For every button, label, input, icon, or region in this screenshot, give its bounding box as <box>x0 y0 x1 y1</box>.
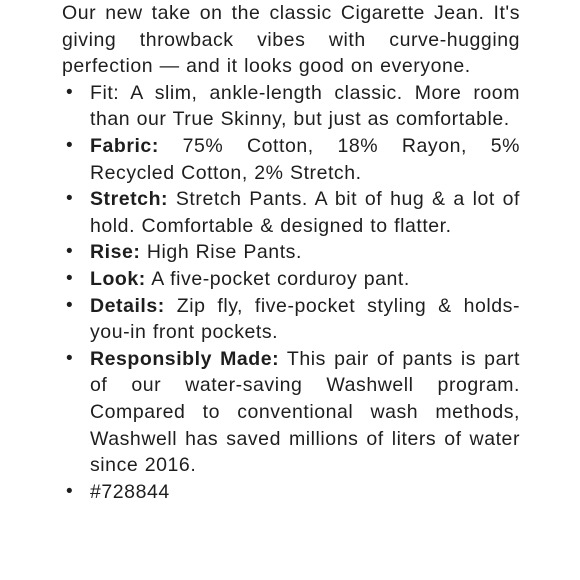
feature-text: Zip fly, five-pocket styling & holds-you-in front pockets. <box>90 294 520 344</box>
feature-text: High Rise Pants. <box>140 241 302 264</box>
feature-fit <box>62 80 520 133</box>
feature-label: Details: <box>90 294 165 317</box>
feature-style-number <box>62 479 520 506</box>
bullet-icon: • <box>66 480 74 502</box>
feature-stretch <box>62 186 520 239</box>
feature-label: Rise: <box>90 241 141 264</box>
feature-details <box>62 293 520 346</box>
feature-label: Responsibly Made: <box>90 347 280 370</box>
feature-text: #728844 <box>90 480 170 503</box>
bullet-icon: • <box>66 188 74 210</box>
feature-responsibly-made <box>62 346 520 479</box>
bullet-icon: • <box>66 294 74 316</box>
product-description <box>62 0 520 505</box>
feature-label: Stretch: <box>90 188 169 211</box>
bullet-icon: • <box>66 81 74 103</box>
feature-text: 75% Cotton, 18% Rayon, 5% Recycled Cotton, 2% Stretch. <box>90 134 520 184</box>
intro-paragraph: Our new take on the classic Cigarette Jean. It's giving throwback vibes with curve-hugging perfection — and it looks good on everyone. <box>62 2 520 78</box>
feature-label: Fabric: <box>90 134 159 157</box>
bullet-icon: • <box>66 347 74 369</box>
feature-fabric <box>62 133 520 186</box>
feature-rise <box>62 239 520 266</box>
bullet-icon: • <box>66 134 74 156</box>
feature-text: A five-pocket corduroy pant. <box>145 267 410 290</box>
feature-text: Stretch Pants. A bit of hug & a lot of hold. Comfortable & designed to flatter. <box>90 188 520 237</box>
feature-label: Look: <box>90 267 146 290</box>
feature-text: This pair of pants is part of our water-saving Washwell program. Compared to conventional wash methods, Washwell has saved millions of liters of water since 2016. <box>90 347 520 477</box>
bullet-icon: • <box>66 241 74 263</box>
bullet-icon: • <box>66 267 74 289</box>
feature-look <box>62 266 520 293</box>
feature-list <box>62 80 520 506</box>
feature-text: Fit: A slim, ankle-length classic. More room than our True Skinny, but just as comfortable. <box>90 81 520 131</box>
